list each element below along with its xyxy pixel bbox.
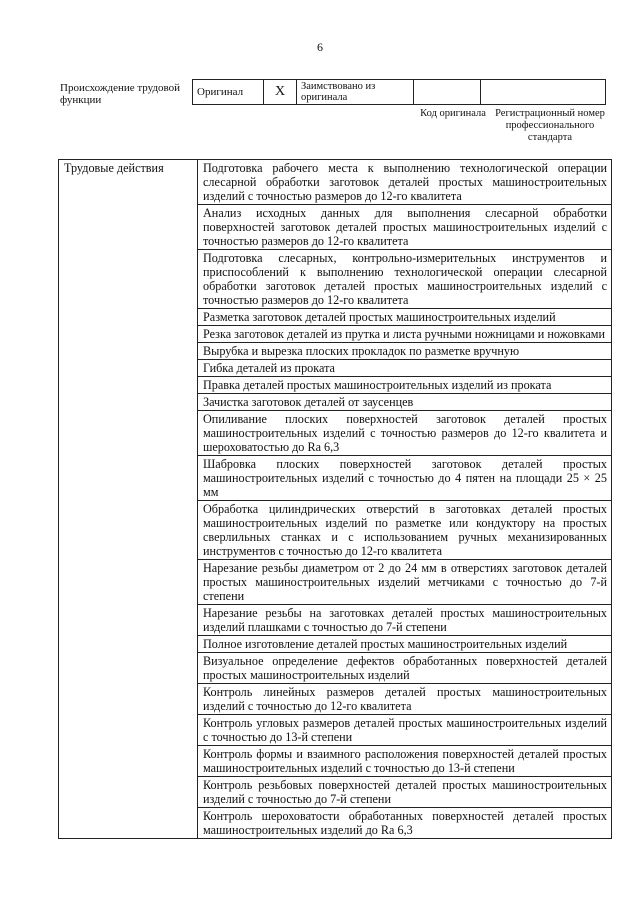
action-item: Правка деталей простых машиностроительных изделий из проката [198,377,612,394]
origin-table [192,79,606,105]
original-mark: X [264,80,297,105]
page-number: 6 [317,40,323,54]
action-item: Визуальное определение дефектов обработанных поверхностей деталей простых машиностроительных изделий [198,653,612,684]
reg-caption: Регистрационный номер профессионального стандарта [495,108,605,143]
action-item: Разметка заготовок деталей простых машиностроительных изделий [198,309,612,326]
action-item: Шабровка плоских поверхностей заготовок деталей простых машиностроительных изделий с точностью до 4 пятен на площади 25 × 25 мм [198,456,612,501]
action-item: Обработка цилиндрических отверстий в заготовках деталей простых машиностроительных изделий по разметке или кондуктору на простых сверлильных станках и с использованием ручных механизированных инструментов с точностью до 12-го квалитета [198,501,612,560]
action-item: Контроль линейных размеров деталей простых машиностроительных изделий с точностью до 12-го квалитета [198,684,612,715]
action-item: Подготовка рабочего места к выполнению технологической операции слесарной обработки заготовок деталей простых машиностроительных изделий с точностью размеров до 12-го квалитета [198,160,612,205]
action-item: Вырубка и вырезка плоских прокладок по разметке вручную [198,343,612,360]
labor-actions-label: Трудовые действия [59,160,198,839]
code-caption: Код оригинала [420,108,486,119]
action-item: Опиливание плоских поверхностей заготовок деталей простых машиностроительных изделий с точностью размеров до 12-го квалитета и шероховатостью до Ra 6,3 [198,411,612,456]
action-item: Нарезание резьбы на заготовках деталей простых машиностроительных изделий плашками с точностью до 7-й степени [198,605,612,636]
action-item: Анализ исходных данных для выполнения слесарной обработки поверхностей заготовок деталей простых машиностроительных изделий с точностью размеров до 12-го квалитета [198,205,612,250]
action-item: Контроль угловых размеров деталей простых машиностроительных изделий с точностью до 13-й степени [198,715,612,746]
action-item: Полное изготовление деталей простых машиностроительных изделий [198,636,612,653]
action-item: Зачистка заготовок деталей от заусенцев [198,394,612,411]
labor-actions-table [58,159,612,839]
table-row [59,160,612,205]
code-cell [414,80,481,105]
action-item: Подготовка слесарных, контрольно-измерительных инструментов и приспособлений к выполнению технологической операции слесарной обработки заготовок деталей простых машиностроительных изделий с точностью размеров до 12-го квалитета [198,250,612,309]
action-item: Гибка деталей из проката [198,360,612,377]
action-item: Контроль формы и взаимного расположения поверхностей деталей простых машиностроительных изделий с точностью до 13-й степени [198,746,612,777]
reg-number-cell [481,80,606,105]
original-cell: Оригинал [193,80,264,105]
action-item: Резка заготовок деталей из прутка и листа ручными ножницами и ножовками [198,326,612,343]
origin-label: Происхождение трудовой функции [60,82,181,106]
action-item: Контроль резьбовых поверхностей деталей простых машиностроительных изделий с точностью до 7-й степени [198,777,612,808]
borrowed-cell: Заимствовано из оригинала [297,80,414,105]
action-item: Контроль шероховатости обработанных поверхностей деталей простых машиностроительных изделий до Ra 6,3 [198,808,612,839]
action-item: Нарезание резьбы диаметром от 2 до 24 мм в отверстиях заготовок деталей простых машиностроительных изделий метчиками с точностью до 7-й степени [198,560,612,605]
